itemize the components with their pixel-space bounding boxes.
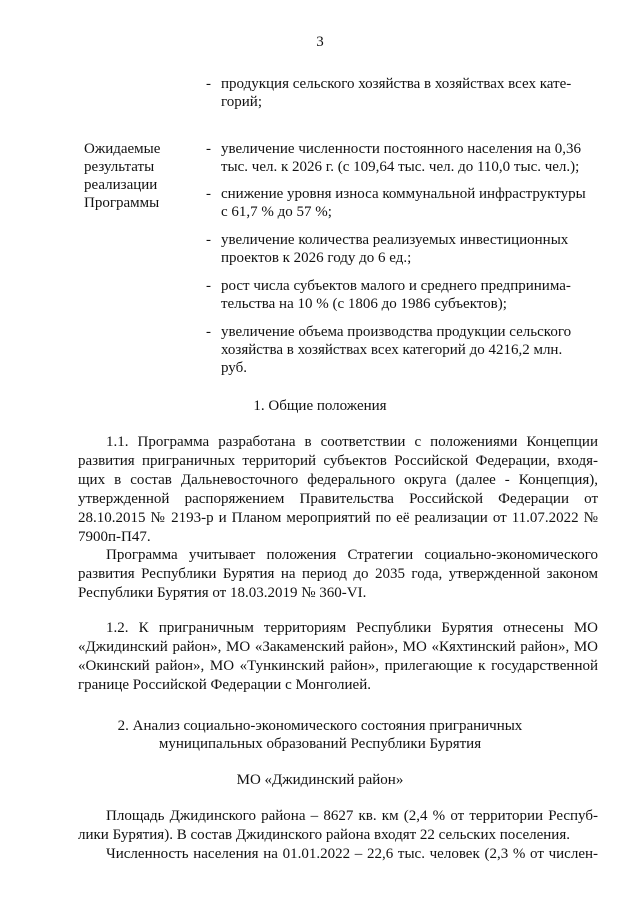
section-heading: 2. Анализ социально-экономического состояния приграничных (117, 718, 523, 734)
list-item-line: хозяйства в хозяйствах всех категорий до 4216,2 млн. (221, 342, 563, 358)
paragraph-line: «Окинский район», МО «Тункинский район», прилегающие к государственной (78, 658, 598, 674)
paragraph-line: развития приграничных территорий субъектов Российской Федерации, входя- (78, 453, 598, 469)
bullet-dash: - (206, 141, 211, 157)
bullet-dash: - (206, 186, 211, 202)
list-item-line: рост числа субъектов малого и среднего предпринима- (221, 278, 571, 294)
list-item-line: тыс. чел. к 2026 г. (с 109,64 тыс. чел. до 110,0 тыс. чел.); (221, 159, 580, 175)
paragraph-line: Площадь Джидинского района – 8627 кв. км (2,4 % от территории Респуб- (106, 808, 598, 824)
paragraph-line: Численность населения на 01.01.2022 – 22,6 тыс. человек (2,3 % от числен- (106, 846, 598, 862)
bullet-dash: - (206, 278, 211, 294)
paragraph-line: лики Бурятия). В состав Джидинского района входят 22 сельских поселения. (78, 827, 570, 843)
paragraph-line: «Джидинский район», МО «Закаменский район», МО «Кяхтинский район», МО (78, 639, 598, 655)
paragraph-line: развития Республики Бурятия на период до 2035 года, утвержденной законом (78, 566, 598, 582)
list-item-line: тельства на 10 % (с 1806 до 1986 субъектов); (221, 296, 507, 312)
page-number: 3 (316, 34, 324, 50)
expected-results-label (84, 140, 160, 212)
list-item-line: руб. (221, 360, 247, 376)
paragraph-line: границе Российской Федерации с Монголией. (78, 677, 371, 693)
bullet-dash: - (206, 324, 211, 340)
list-item-line: горий; (221, 94, 263, 110)
paragraph-line: 1.1. Программа разработана в соответствии с положениями Концепции (106, 434, 598, 450)
list-item-line: снижение уровня износа коммунальной инфраструктуры (221, 186, 586, 202)
section-heading: 1. Общие положения (253, 398, 387, 414)
bullet-dash: - (206, 232, 211, 248)
list-item-line: увеличение количества реализуемых инвестиционных (221, 232, 569, 248)
label-line: реализации (84, 177, 158, 193)
paragraph-line: утвержденной распоряжением Правительства Российской Федерации от (78, 491, 598, 507)
paragraph-line: 28.10.2015 № 2193-р и Планом мероприятий по её реализации от 11.07.2022 № (78, 510, 598, 526)
paragraph-line: Программа учитывает положения Стратегии социально-экономического (106, 547, 598, 563)
list-item-line: увеличение численности постоянного населения на 0,36 (221, 141, 581, 157)
bullet-dash: - (206, 76, 211, 92)
paragraph-line: 7900п-П47. (78, 529, 151, 545)
label-line: Ожидаемые (84, 141, 161, 157)
list-item-line: продукция сельского хозяйства в хозяйствах всех кате- (221, 76, 572, 92)
list-item-line: увеличение объема производства продукции сельского (221, 324, 572, 340)
paragraph-line: 1.2. К приграничным территориям Республики Бурятия отнесены МО (106, 620, 598, 636)
list-item-line: с 61,7 % до 57 %; (221, 204, 332, 220)
list-item-line: проектов к 2026 году до 6 ед.; (221, 250, 412, 266)
label-line: Программы (84, 195, 160, 211)
section-heading: муниципальных образований Республики Бурятия (158, 736, 482, 752)
paragraph-line: щих в состав Дальневосточного федерального округа (далее - Концепция), (78, 472, 598, 488)
label-line: результаты (84, 159, 155, 175)
subsection-heading: МО «Джидинский район» (236, 772, 404, 788)
paragraph-line: Республики Бурятия от 18.03.2019 № 360-VI. (78, 585, 367, 601)
